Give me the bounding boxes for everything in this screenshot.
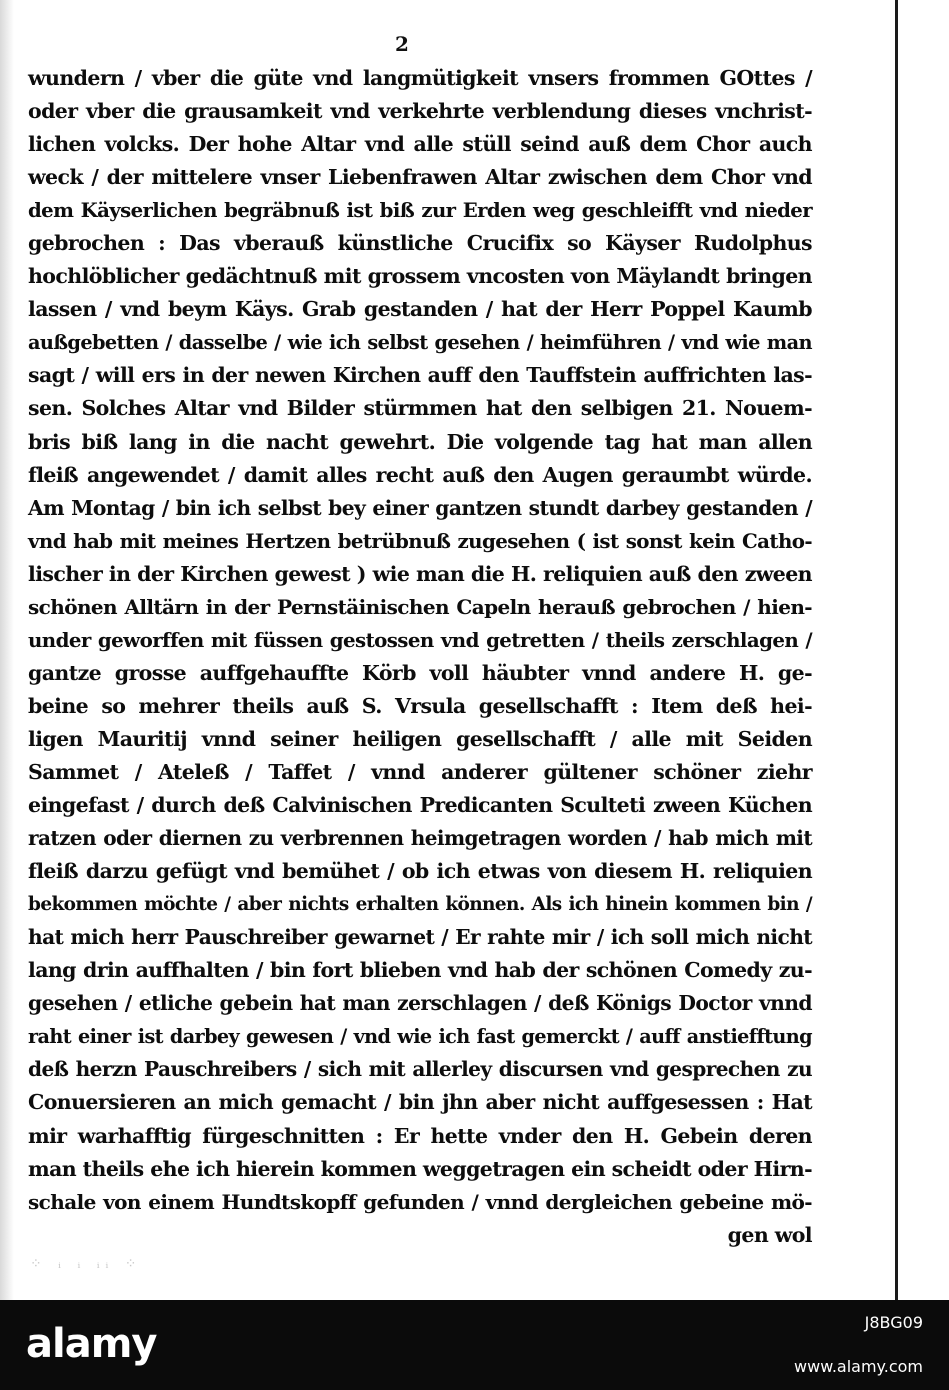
text-line: schale von einem Hundtskopff gefunden / vnnd dergleichen gebeine mö- (28, 1189, 812, 1214)
text-line: lassen / vnd beym Käys. Grab gestanden / hat der Herr Poppel Kaumb (28, 297, 812, 322)
text-line: vnd hab mit meines Hertzen betrübnuß zugesehen ( ist sonst kein Catho- (28, 528, 812, 553)
text-line: außgebetten / dasselbe / wie ich selbst gesehen / heimführen / vnd wie man (28, 331, 812, 355)
text-line: oder vber die grausamkeit vnd verkehrte verblendung dieses vnchrist- (28, 99, 812, 124)
text-line: fleiß darzu gefügt vnd bemühet / ob ich etwas von diesem H. reliquien (28, 859, 812, 884)
text-line: eingefast / durch deß Calvinischen Predicanten Sculteti zween Küchen (28, 793, 812, 818)
text-line: bris biß lang in die nacht gewehrt. Die volgende tag hat man allen (28, 429, 812, 454)
text-line: man theils ehe ich hierein kommen weggetragen ein scheidt oder Hirn- (28, 1156, 812, 1181)
text-line: dem Käyserlichen begräbnuß ist biß zur Erden weg geschleifft vnd nieder (28, 199, 812, 223)
text-line: gen wol (727, 1222, 812, 1247)
page-border-rule (895, 0, 898, 1300)
text-line: hat mich herr Pauschreiber gewarnet / Er rahte mir / ich soll mich nicht (28, 925, 812, 950)
text-line: lang drin auffhalten / bin fort blieben vnd hab der schönen Comedy zu- (28, 958, 812, 983)
text-line: Sammet / Ateleß / Taffet / vnnd anderer gültener schöner ziehr (28, 759, 812, 784)
text-line: weck / der mittelere vnser Liebenfrawen Altar zwischen dem Chor vnd (28, 165, 812, 190)
brand-logo: alamy (26, 1321, 157, 1367)
text-line: wundern / vber die güte vnd langmütigkeit vnsers frommen GOttes / (28, 66, 812, 90)
text-line: under geworffen mit füssen gestossen vnd getretten / theils zerschlagen / (28, 627, 812, 652)
text-line: bekommen möchte / aber nichts erhalten können. Als ich hinein kommen bin / (28, 894, 812, 916)
text-line: Conuersieren an mich gemacht / bin jhn aber nicht auffgesessen : Hat (28, 1090, 812, 1115)
text-line: hochlöblicher gedächtnuß mit grossem vncosten von Mäylandt bringen (28, 264, 812, 289)
text-line: ratzen oder diernen zu verbrennen heimgetragen worden / hab mich mit (28, 826, 812, 851)
text-line: lichen volcks. Der hohe Altar vnd alle stüll seind auß dem Chor auch (28, 132, 812, 157)
text-line: raht einer ist darbey gewesen / vnd wie ich fast gemerckt / auff anstiefftung (28, 1025, 812, 1049)
text-line: lischer in der Kirchen gewest ) wie man die H. reliquien auß den zween (28, 561, 812, 586)
text-line: mir warhafftig fürgeschnitten : Er hette vnder den H. Gebein deren (28, 1123, 812, 1148)
page-edge-shadow (0, 0, 14, 1300)
text-line: gebrochen : Das vberauß künstliche Crucifix so Käyser Rudolphus (28, 231, 812, 256)
ink-bleed-marks: ⁘ ᵢ ᵢ ᵢᵢ ⁘ (30, 1256, 143, 1272)
body-text (28, 62, 812, 1252)
text-line: ligen Mauritij vnnd seiner heiligen gesellschafft / alle mit Seiden (28, 726, 812, 751)
text-line: sen. Solches Altar vnd Bilder stürmmen hat den selbigen 21. Nouem- (28, 396, 812, 421)
text-line: schönen Alltärn in der Pernstäinischen Capeln herauß gebrochen / hien- (28, 594, 812, 619)
text-line: gesehen / etliche gebein hat man zerschlagen / deß Königs Doctor vnnd (28, 991, 812, 1016)
site-url: www.alamy.com (794, 1357, 923, 1376)
text-line: Am Montag / bin ich selbst bey einer gantzen stundt darbey gestanden / (28, 495, 812, 520)
text-line: gantze grosse auffgehauffte Körb voll häubter vnnd andere H. ge- (28, 660, 812, 685)
text-line: deß herzn Pauschreibers / sich mit allerley discursen vnd gesprechen zu (28, 1057, 812, 1082)
page-number: 2 (395, 32, 409, 56)
image-id: J8BG09 (864, 1313, 923, 1332)
watermark-footer (0, 1300, 949, 1390)
text-line: fleiß angewendet / damit alles recht auß den Augen geraumbt würde. (28, 462, 812, 487)
text-line: beine so mehrer theils auß S. Vrsula gesellschafft : Item deß hei- (28, 693, 812, 718)
text-line: sagt / will ers in der newen Kirchen auff den Tauffstein auffrichten las- (28, 363, 812, 388)
